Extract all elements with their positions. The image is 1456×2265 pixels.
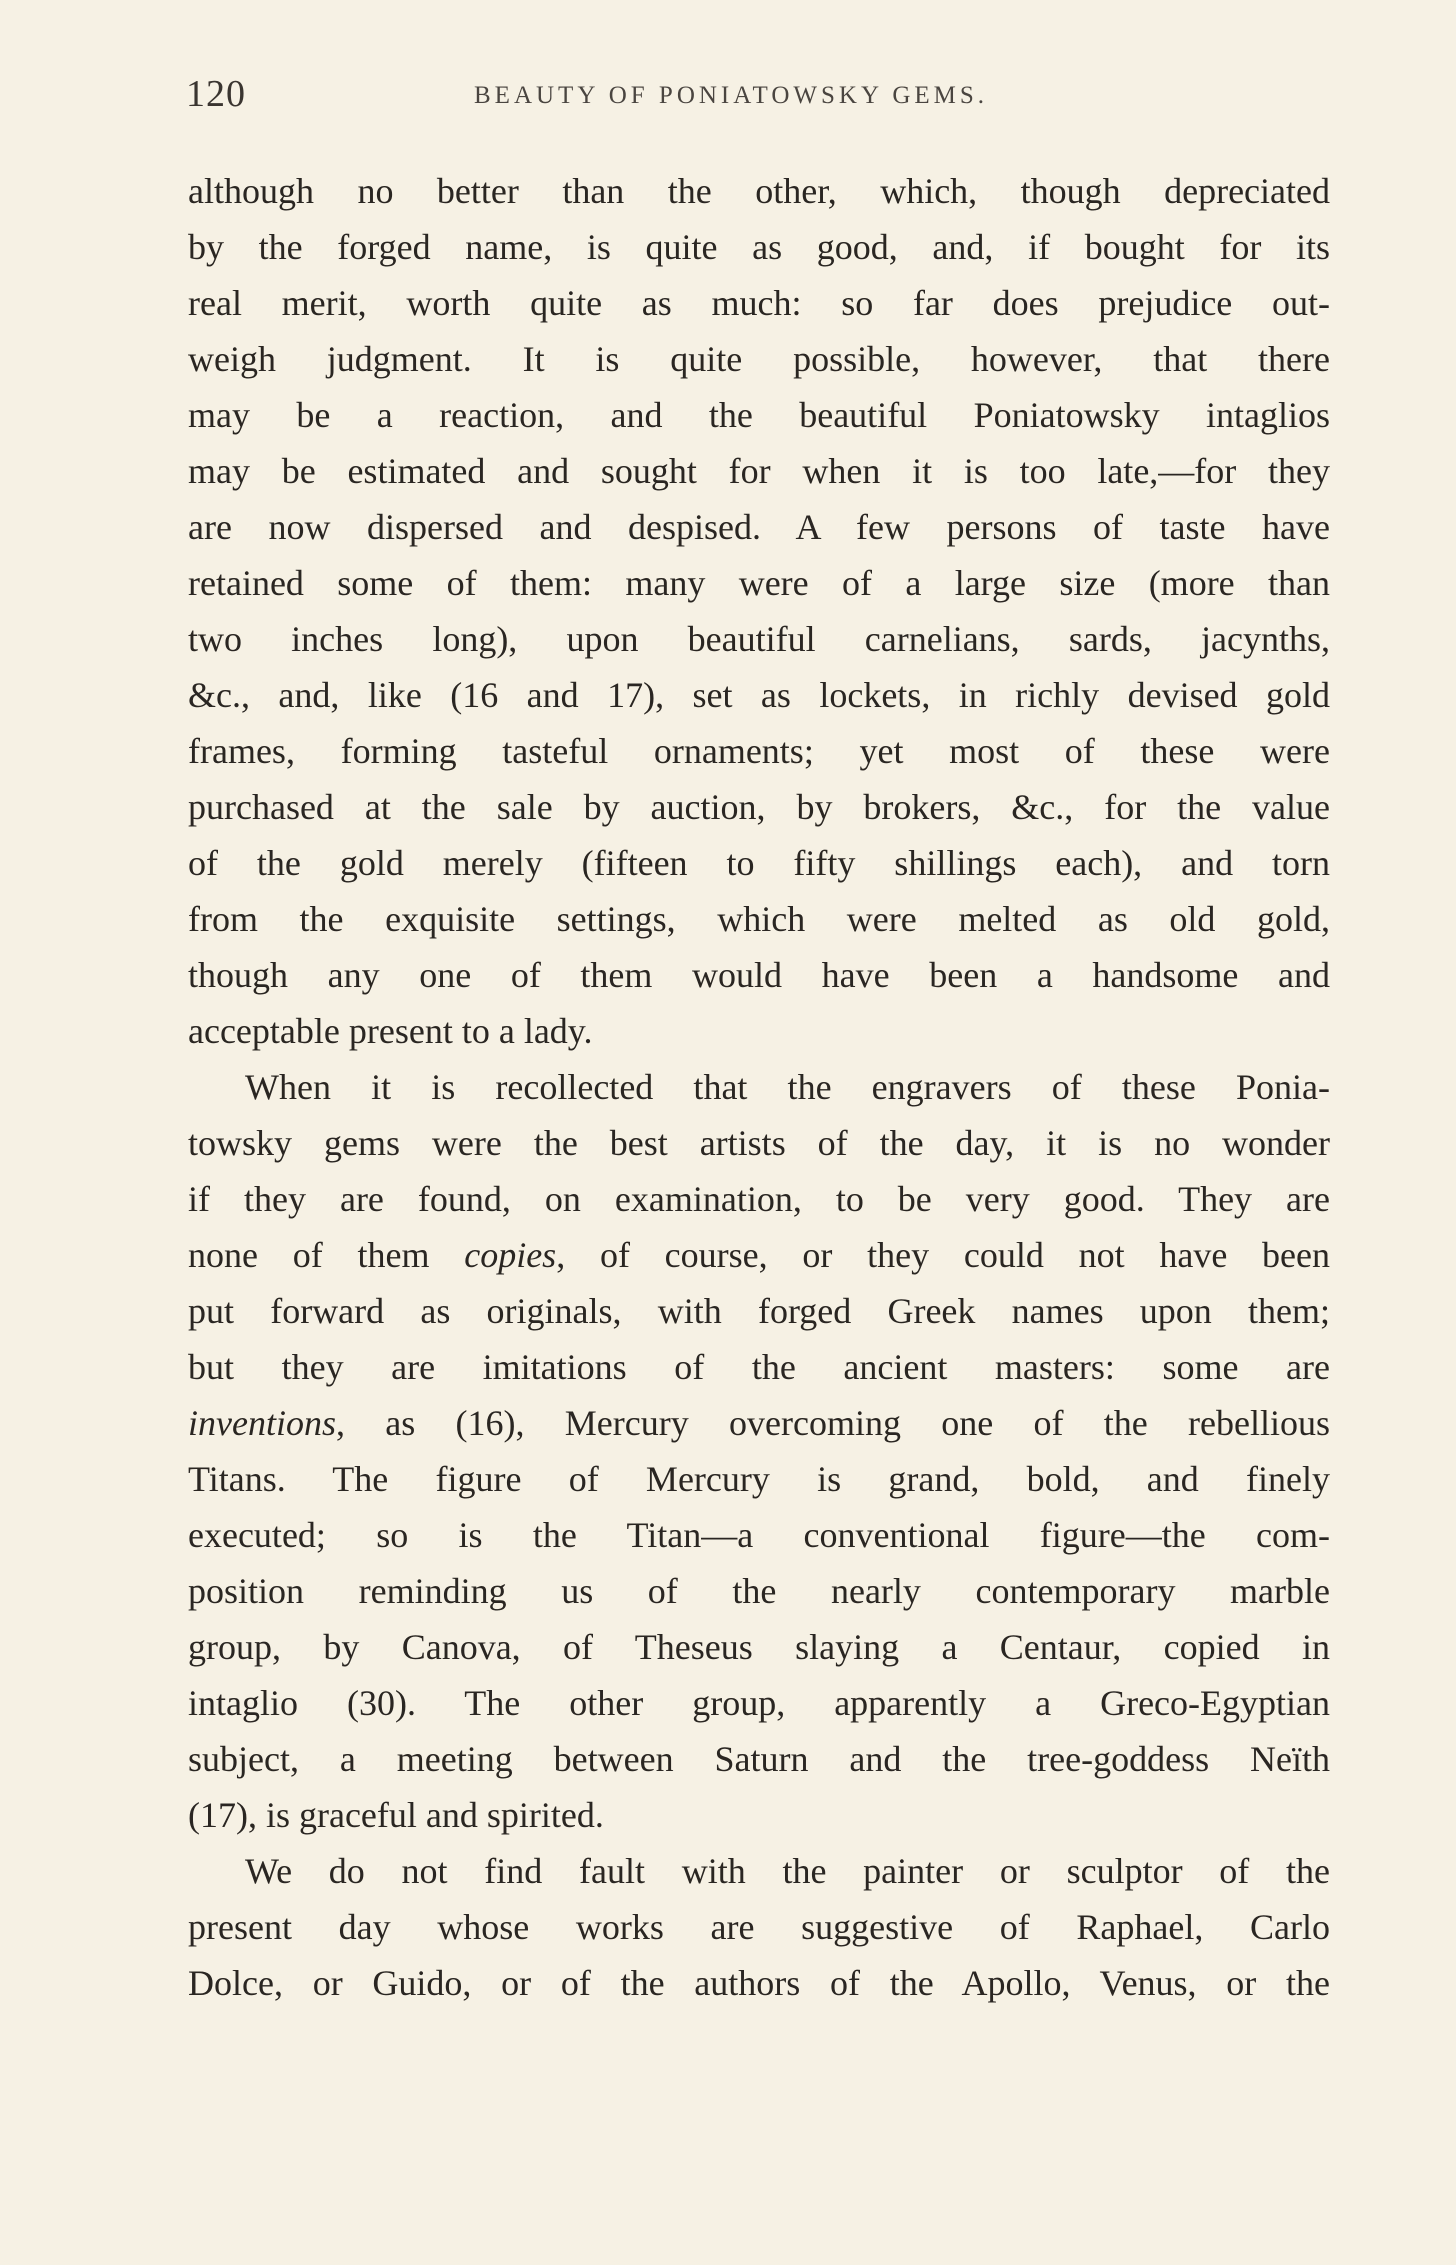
- page-number: 120: [186, 73, 246, 115]
- text-line: of the gold merely (fifteen to fifty shillings each), and torn: [188, 843, 1330, 883]
- text-line: although no better than the other, which, though depreciated: [188, 171, 1330, 211]
- text-line: none of them copies, of course, or they could not have been: [188, 1235, 1330, 1275]
- text-line: acceptable present to a lady.: [188, 1011, 593, 1051]
- text-line: &c., and, like (16 and 17), set as lockets, in richly devised gold: [188, 675, 1330, 715]
- text-line: frames, forming tasteful ornaments; yet most of these were: [188, 731, 1330, 771]
- italic-word: inventions: [188, 1403, 336, 1443]
- text-line: present day whose works are suggestive of Raphael, Carlo: [188, 1907, 1330, 1947]
- paragraph: [188, 1843, 1330, 2011]
- text-line: When it is recollected that the engravers of these Ponia-: [245, 1067, 1330, 1107]
- text-line: real merit, worth quite as much: so far does prejudice out-: [188, 283, 1330, 323]
- text-line: but they are imitations of the ancient masters: some are: [188, 1347, 1330, 1387]
- text-line: group, by Canova, of Theseus slaying a Centaur, copied in: [188, 1627, 1330, 1667]
- text-line: purchased at the sale by auction, by brokers, &c., for the value: [188, 787, 1330, 827]
- running-head: BEAUTY OF PONIATOWSKY GEMS.: [474, 82, 989, 109]
- text-line: weigh judgment. It is quite possible, however, that there: [188, 339, 1330, 379]
- text-line: executed; so is the Titan—a conventional figure—the com-: [188, 1515, 1330, 1555]
- text-line: retained some of them: many were of a large size (more than: [188, 563, 1330, 603]
- paragraph: [188, 163, 1330, 1059]
- body-text: [188, 163, 1330, 2011]
- text-line: towsky gems were the best artists of the day, it is no wonder: [188, 1123, 1330, 1163]
- text-line: are now dispersed and despised. A few persons of taste have: [188, 507, 1330, 547]
- text-line: Titans. The figure of Mercury is grand, bold, and finely: [188, 1459, 1330, 1499]
- text-line: put forward as originals, with forged Greek names upon them;: [188, 1291, 1330, 1331]
- text-line: position reminding us of the nearly contemporary marble: [188, 1571, 1330, 1611]
- italic-word: copies: [464, 1235, 557, 1275]
- text-line: if they are found, on examination, to be very good. They are: [188, 1179, 1330, 1219]
- text-line: from the exquisite settings, which were melted as old gold,: [188, 899, 1330, 939]
- text-line: (17), is graceful and spirited.: [188, 1795, 604, 1835]
- text-line: by the forged name, is quite as good, and, if bought for its: [188, 227, 1330, 267]
- text-line: We do not find fault with the painter or sculptor of the: [245, 1851, 1330, 1891]
- text-line: subject, a meeting between Saturn and the tree-goddess Neïth: [188, 1739, 1330, 1779]
- text-line: two inches long), upon beautiful carnelians, sards, jacynths,: [188, 619, 1330, 659]
- text-line: intaglio (30). The other group, apparently a Greco-Egyptian: [188, 1683, 1330, 1723]
- text-line: may be a reaction, and the beautiful Poniatowsky intaglios: [188, 395, 1330, 435]
- paragraph: [188, 1059, 1330, 1843]
- text-line: may be estimated and sought for when it is too late,—for they: [188, 451, 1330, 491]
- text-line: inventions, as (16), Mercury overcoming one of the rebellious: [188, 1403, 1330, 1443]
- text-line: Dolce, or Guido, or of the authors of the Apollo, Venus, or the: [188, 1963, 1330, 2003]
- text-line: though any one of them would have been a handsome and: [188, 955, 1330, 995]
